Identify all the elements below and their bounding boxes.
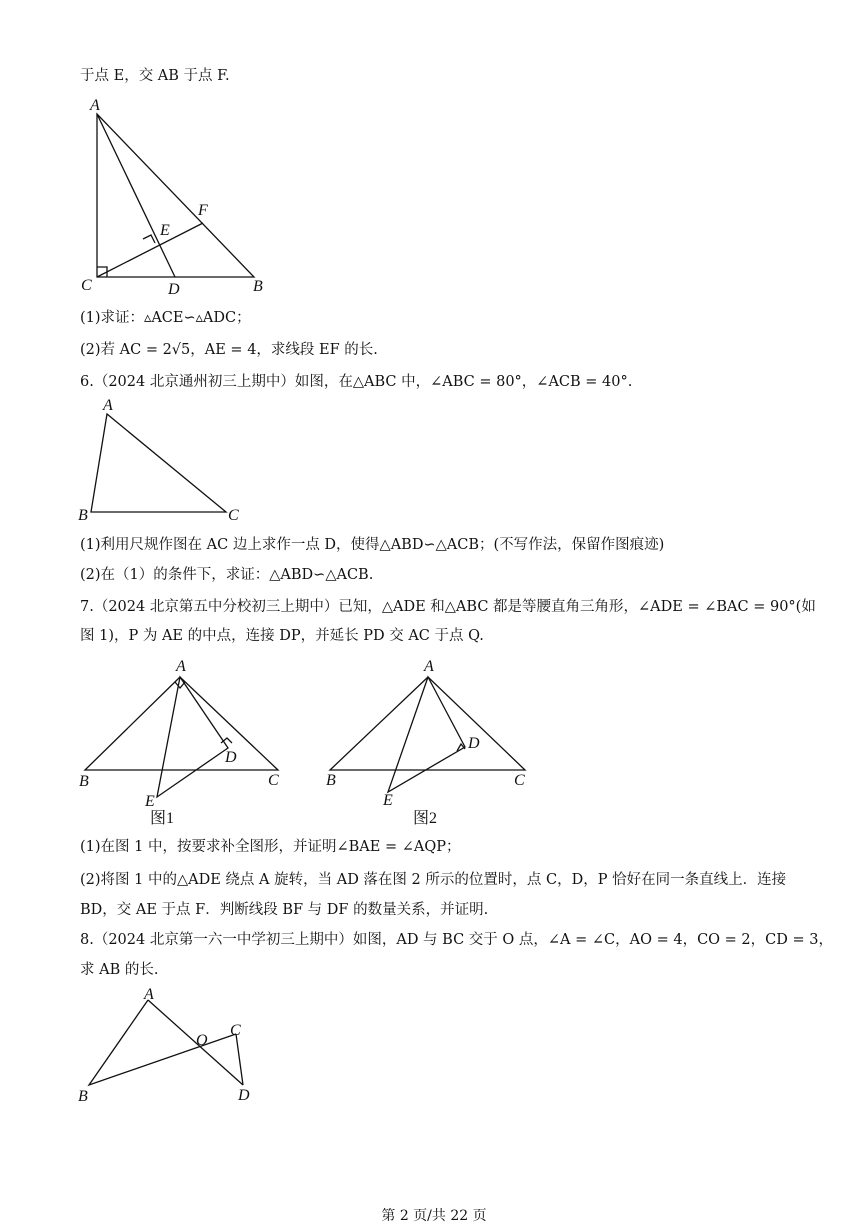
label-c: C [81, 277, 92, 294]
p7-question-2-line1: (2)将图 1 中的△ADE 绕点 A 旋转，当 AD 落在图 2 所示的位置时，点 C，D，P 恰好在同一条直线上．连接 [80, 872, 787, 888]
label-c: C [230, 1022, 241, 1039]
triangle-abc [330, 677, 525, 770]
label-c: C [514, 772, 525, 789]
label-e: E [145, 793, 155, 810]
p7-question-1: (1)在图 1 中，按要求补全图形，并证明∠BAE = ∠AQP； [80, 839, 461, 855]
triangle-ade [388, 677, 465, 792]
label-d: D [225, 749, 237, 766]
label-o: O [196, 1032, 208, 1049]
figure-problem6 [70, 394, 260, 529]
label-e: E [383, 792, 393, 809]
label-a: A [90, 97, 100, 114]
triangle-abc [91, 414, 226, 512]
figure-problem7-2 [320, 652, 535, 832]
segment-ad [97, 114, 175, 277]
label-d: D [238, 1087, 250, 1104]
p8-stem-line2: 求 AB 的长. [80, 962, 159, 978]
p6-question-2: (2)在（1）的条件下，求证：△ABD∽△ACB. [80, 567, 374, 583]
label-d: D [468, 735, 480, 752]
figure-problem7-1 [75, 652, 290, 832]
triangle-abc [85, 677, 278, 770]
label-b: B [78, 1088, 88, 1105]
p7-question-2-line2: BD，交 AE 于点 F．判断线段 BF 与 DF 的数量关系，并证明. [80, 902, 489, 918]
caption-figure-1: 图1 [150, 810, 175, 827]
label-a: A [424, 658, 434, 675]
p5-question-2: (2)若 AC = 2√5，AE = 4，求线段 EF 的长. [80, 342, 378, 358]
p5-question-1: (1)求证：▵ACE∽▵ADC； [80, 310, 251, 326]
triangle-ade [157, 677, 228, 797]
label-b: B [78, 507, 88, 524]
p7-stem-line2: 图 1)，P 为 AE 的中点，连接 DP，并延长 PD 交 AC 于点 Q. [80, 628, 484, 644]
right-angle-e [143, 235, 155, 243]
label-c: C [268, 772, 279, 789]
label-a: A [103, 397, 113, 414]
intro-line: 于点 E，交 AB 于点 F. [80, 68, 230, 84]
p6-stem: 6.（2024 北京通州初三上期中）如图，在△ABC 中，∠ABC = 80°，∠ACB = 40°. [80, 374, 633, 390]
label-d: D [168, 281, 180, 298]
label-c: C [228, 507, 239, 524]
label-a: A [144, 986, 154, 1003]
p6-question-1: (1)利用尺规作图在 AC 边上求作一点 D，使得△ABD∽△ACB；(不写作法，保留作图痕迹) [80, 537, 665, 553]
page-footer: 第 2 页/共 22 页 [381, 1208, 487, 1224]
label-b: B [253, 278, 263, 295]
label-a: A [176, 658, 186, 675]
figure-problem5 [70, 92, 290, 302]
label-b: B [326, 772, 336, 789]
triangle-abc [97, 114, 254, 277]
caption-figure-2: 图2 [413, 810, 438, 827]
label-f: F [198, 202, 208, 219]
figure-problem8 [70, 985, 270, 1115]
right-angle-a [175, 682, 185, 688]
p7-stem-line1: 7.（2024 北京第五中分校初三上期中）已知，△ADE 和△ABC 都是等腰直角三角形，∠ADE = ∠BAC = 90°(如 [80, 599, 816, 615]
label-e: E [160, 222, 170, 239]
label-b: B [79, 773, 89, 790]
segment-cf [97, 223, 203, 277]
p8-stem-line1: 8.（2024 北京第一六一中学初三上期中）如图，AD 与 BC 交于 O 点，∠A = ∠C，AO = 4，CO = 2，CD = 3， [80, 932, 833, 948]
segment-cd [236, 1034, 243, 1085]
